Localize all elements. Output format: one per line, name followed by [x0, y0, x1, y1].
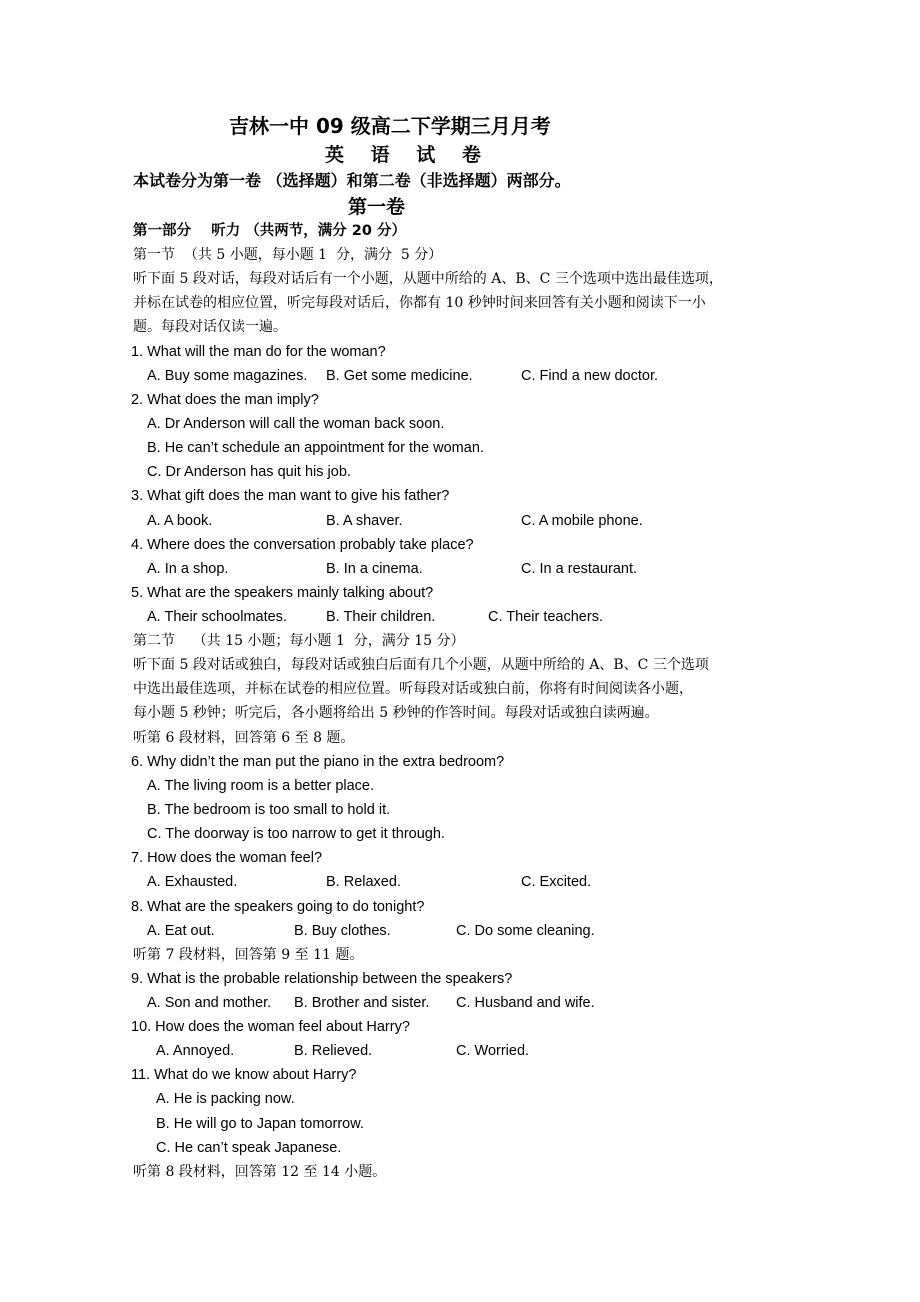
question-text: 9. What is the probable relationship between the speakers?	[131, 971, 513, 987]
question-text: 5. What are the speakers mainly talking about?	[131, 585, 434, 601]
question-text: 6. Why didn’t the man put the piano in the extra bedroom?	[131, 754, 505, 770]
option-c: C. Husband and wife.	[456, 995, 595, 1011]
option-a: A. In a shop.	[147, 561, 229, 577]
question-text: 11. What do we know about Harry?	[131, 1067, 357, 1083]
part1-heading: 第一部分 听力 （共两节，满分 20 分）	[133, 223, 407, 239]
option-a: A. Their schoolmates.	[147, 609, 287, 625]
option-b: B. Their children.	[326, 609, 436, 625]
section2-instruction-line: 每小题 5 秒钟；听完后，各小题将给出 5 秒钟的作答时间。每段对话或独白读两遍。	[133, 705, 659, 721]
section1-instruction-line: 听下面 5 段对话，每段对话后有一个小题，从题中所给的 A、B、C 三个选项中选出最佳选项，	[133, 271, 723, 287]
option-a: A. Annoyed.	[156, 1043, 235, 1059]
option-a: A. Dr Anderson will call the woman back soon.	[147, 416, 445, 432]
question-text: 2. What does the man imply?	[131, 392, 319, 408]
section2-instruction-line: 中选出最佳选项，并标在试卷的相应位置。听每段对话或独白前，你将有时间阅读各小题，	[133, 681, 693, 697]
option-b: B. He will go to Japan tomorrow.	[156, 1116, 364, 1132]
option-a: A. Buy some magazines.	[147, 368, 308, 384]
section1-heading: 第一节 （共 5 小题，每小题 1 分，满分 5 分）	[133, 247, 443, 263]
option-c: C. Do some cleaning.	[456, 923, 595, 939]
option-c: C. Dr Anderson has quit his job.	[147, 464, 351, 480]
question-text: 3. What gift does the man want to give his father?	[131, 488, 450, 504]
question-text: 1. What will the man do for the woman?	[131, 344, 386, 360]
material-instruction: 听第 8 段材料，回答第 12 至 14 小题。	[133, 1164, 387, 1180]
option-a: A. The living room is a better place.	[147, 778, 375, 794]
option-c: C. Their teachers.	[488, 609, 603, 625]
option-b: B. The bedroom is too small to hold it.	[147, 802, 391, 818]
section1-instruction-line: 并标在试卷的相应位置，听完每段对话后，你都有 10 秒钟时间来回答有关小题和阅读下一小	[133, 295, 706, 311]
option-b: B. Buy clothes.	[294, 923, 391, 939]
question-text: 4. Where does the conversation probably take place?	[131, 537, 474, 553]
question-text: 7. How does the woman feel?	[131, 850, 323, 866]
option-c: C. A mobile phone.	[521, 513, 643, 529]
exam-title: 吉林一中 09 级高二下学期三月月考	[229, 114, 551, 138]
option-b: B. Get some medicine.	[326, 368, 473, 384]
exam-intro: 本试卷分为第一卷 （选择题）和第二卷（非选择题）两部分。	[133, 171, 571, 190]
material-instruction: 听第 7 段材料，回答第 9 至 11 题。	[133, 947, 364, 963]
option-b: B. Brother and sister.	[294, 995, 430, 1011]
section2-instruction-line: 听下面 5 段对话或独白，每段对话或独白后面有几个小题，从题中所给的 A、B、C 三个选项	[133, 657, 709, 673]
option-c: C. Find a new doctor.	[521, 368, 659, 384]
option-c: C. The doorway is too narrow to get it through.	[147, 826, 445, 842]
option-c: C. Worried.	[456, 1043, 530, 1059]
option-c: C. Excited.	[521, 874, 592, 890]
option-a: A. Eat out.	[147, 923, 215, 939]
material-instruction: 听第 6 段材料，回答第 6 至 8 题。	[133, 730, 355, 746]
option-b: B. A shaver.	[326, 513, 403, 529]
volume-heading: 第一卷	[348, 196, 406, 218]
option-c: C. In a restaurant.	[521, 561, 638, 577]
question-text: 10. How does the woman feel about Harry?	[131, 1019, 410, 1035]
option-b: B. In a cinema.	[326, 561, 423, 577]
option-c: C. He can’t speak Japanese.	[156, 1140, 342, 1156]
exam-subtitle: 英 语 试 卷	[325, 144, 491, 166]
option-a: A. Son and mother.	[147, 995, 272, 1011]
option-b: B. Relaxed.	[326, 874, 401, 890]
option-a: A. Exhausted.	[147, 874, 238, 890]
option-a: A. He is packing now.	[156, 1091, 295, 1107]
option-b: B. Relieved.	[294, 1043, 373, 1059]
question-text: 8. What are the speakers going to do tonight?	[131, 899, 425, 915]
section2-heading: 第二节 （共 15 小题；每小题 1 分，满分 15 分）	[133, 633, 465, 649]
section1-instruction-line: 题。每段对话仅读一遍。	[133, 319, 287, 335]
option-b: B. He can’t schedule an appointment for the woman.	[147, 440, 484, 456]
option-a: A. A book.	[147, 513, 213, 529]
